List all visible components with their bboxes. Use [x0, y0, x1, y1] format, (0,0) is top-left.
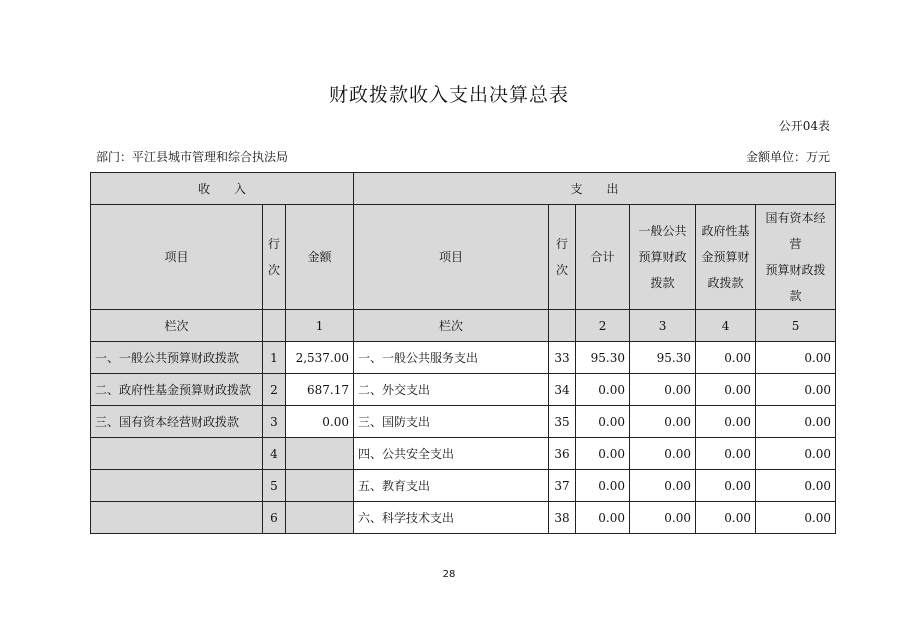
table-row — [91, 406, 836, 438]
form-code: 公开04表 — [778, 119, 830, 133]
expense-item-cell: 四、公共安全支出 — [354, 438, 549, 470]
expense-item-header: 项目 — [354, 205, 549, 310]
expense-item-cell: 二、外交支出 — [354, 374, 549, 406]
department-label: 部门：平江县城市管理和综合执法局 — [96, 150, 289, 164]
table-row — [91, 342, 836, 374]
expense-section-header: 支 出 — [354, 173, 836, 205]
expense-item-cell: 六、科学技术支出 — [354, 502, 549, 534]
general-budget-cell: 0.00 — [630, 406, 696, 438]
gov-fund-cell: 0.00 — [696, 374, 756, 406]
line-no-cell: 4 — [263, 438, 286, 470]
state-capital-cell: 0.00 — [756, 342, 836, 374]
total-cell: 0.00 — [576, 406, 630, 438]
col-number-1: 1 — [286, 310, 354, 342]
income-item-cell — [91, 438, 263, 470]
expense-item-cell: 五、教育支出 — [354, 470, 549, 502]
amount-cell — [286, 438, 354, 470]
gov-fund-cell: 0.00 — [696, 470, 756, 502]
line-no-top: 行 — [267, 237, 280, 251]
total-cell: 95.30 — [576, 342, 630, 374]
table-row — [91, 438, 836, 470]
gov-fund-cell: 0.00 — [696, 342, 756, 374]
line-no-cell: 2 — [263, 374, 286, 406]
gov-fund-l1: 政府性基 — [701, 224, 750, 238]
expense-item-cell: 三、国防支出 — [354, 406, 549, 438]
income-item-cell — [91, 470, 263, 502]
general-budget-cell: 0.00 — [630, 438, 696, 470]
income-item-cell: 一、一般公共预算财政拨款 — [91, 342, 263, 374]
col-number-2: 2 — [576, 310, 630, 342]
line-no-header — [263, 205, 286, 310]
general-l3: 拨款 — [650, 276, 675, 290]
state-capital-l1: 国有资本经营 — [765, 211, 826, 251]
exp-line-top: 行 — [556, 237, 569, 251]
gov-fund-cell: 0.00 — [696, 406, 756, 438]
total-cell: 0.00 — [576, 470, 630, 502]
amount-cell — [286, 502, 354, 534]
state-capital-cell: 0.00 — [756, 438, 836, 470]
expense-line-no-cell: 33 — [549, 342, 576, 374]
total-header: 合计 — [576, 205, 630, 310]
state-capital-cell: 0.00 — [756, 374, 836, 406]
col-number-4: 4 — [696, 310, 756, 342]
col-number-3: 3 — [630, 310, 696, 342]
amount-cell — [286, 470, 354, 502]
table-row — [91, 470, 836, 502]
general-l1: 一般公共 — [638, 224, 687, 238]
total-cell: 0.00 — [576, 374, 630, 406]
amount-cell: 2,537.00 — [286, 342, 354, 374]
col-blank — [549, 310, 576, 342]
general-budget-cell: 0.00 — [630, 502, 696, 534]
general-budget-cell: 0.00 — [630, 374, 696, 406]
amount-cell: 687.17 — [286, 374, 354, 406]
state-capital-l2: 预算财政拨款 — [765, 263, 826, 303]
state-capital-cell: 0.00 — [756, 502, 836, 534]
general-budget-cell: 95.30 — [630, 342, 696, 374]
line-no-bottom: 次 — [267, 263, 280, 277]
general-budget-header — [630, 205, 696, 310]
income-item-cell: 二、政府性基金预算财政拨款 — [91, 374, 263, 406]
col-blank — [263, 310, 286, 342]
col-label-right: 栏次 — [354, 310, 549, 342]
general-l2: 预算财政 — [638, 250, 687, 264]
expense-line-no-cell: 37 — [549, 470, 576, 502]
total-cell: 0.00 — [576, 438, 630, 470]
line-no-cell: 5 — [263, 470, 286, 502]
income-item-cell: 三、国有资本经营财政拨款 — [91, 406, 263, 438]
expense-line-no-cell: 38 — [549, 502, 576, 534]
income-section-header: 收 入 — [91, 173, 354, 205]
expense-item-cell: 一、一般公共服务支出 — [354, 342, 549, 374]
expense-line-no-cell: 34 — [549, 374, 576, 406]
exp-line-bottom: 次 — [556, 263, 569, 277]
amount-header: 金额 — [286, 205, 354, 310]
page-number: 28 — [442, 569, 456, 580]
general-budget-cell: 0.00 — [630, 470, 696, 502]
fiscal-summary-table — [90, 172, 836, 534]
line-no-cell: 3 — [263, 406, 286, 438]
gov-fund-l3: 政拨款 — [707, 276, 744, 290]
report-title: 财政拨款收入支出决算总表 — [328, 84, 569, 106]
expense-line-no-cell: 36 — [549, 438, 576, 470]
gov-fund-cell: 0.00 — [696, 502, 756, 534]
total-cell: 0.00 — [576, 502, 630, 534]
state-capital-cell: 0.00 — [756, 470, 836, 502]
gov-fund-cell: 0.00 — [696, 438, 756, 470]
expense-line-no-header — [549, 205, 576, 310]
col-label-left: 栏次 — [91, 310, 263, 342]
state-capital-cell: 0.00 — [756, 406, 836, 438]
amount-cell: 0.00 — [286, 406, 354, 438]
line-no-cell: 1 — [263, 342, 286, 374]
gov-fund-header — [696, 205, 756, 310]
income-item-header: 项目 — [91, 205, 263, 310]
income-item-cell — [91, 502, 263, 534]
gov-fund-l2: 金预算财 — [701, 250, 750, 264]
table-row — [91, 374, 836, 406]
state-capital-header — [756, 205, 836, 310]
col-number-5: 5 — [756, 310, 836, 342]
expense-line-no-cell: 35 — [549, 406, 576, 438]
unit-label: 金额单位：万元 — [745, 150, 830, 164]
line-no-cell: 6 — [263, 502, 286, 534]
table-row — [91, 502, 836, 534]
